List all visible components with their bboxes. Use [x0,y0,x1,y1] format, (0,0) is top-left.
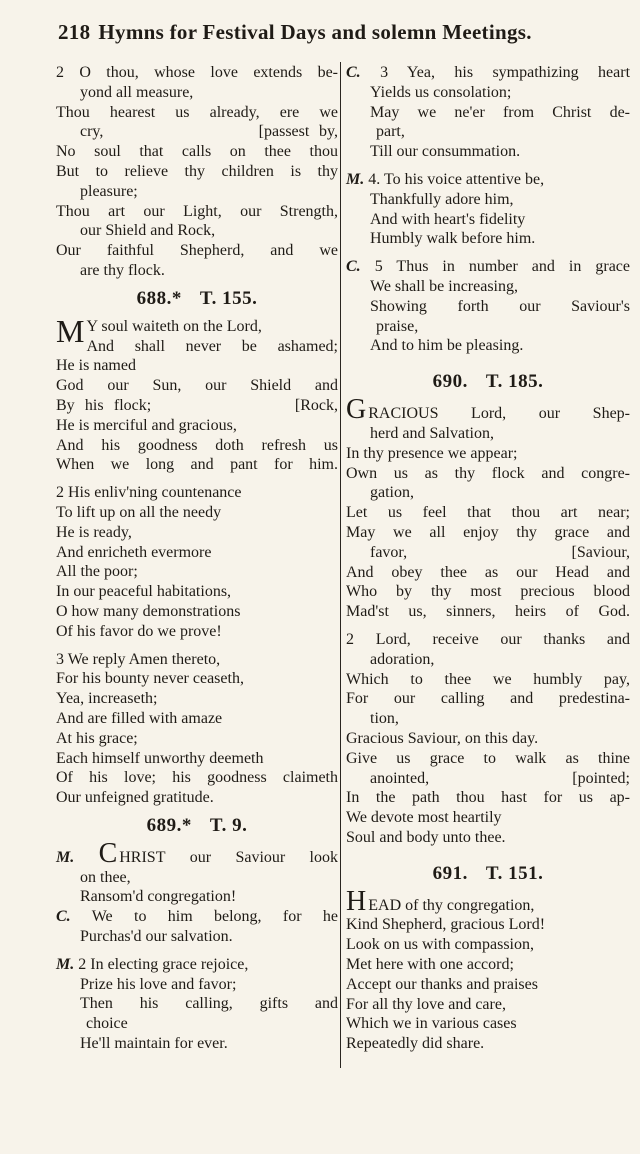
verse-line: And his goodness doth refresh us [56,436,338,454]
verse-text: 5 Thus in number and in grace [374,258,630,276]
verse-line: Then his calling, gifts and [80,995,338,1013]
verse-line: Own us as thy flock and congre- [346,464,630,482]
verse-line: In thy presence we appear; [346,444,518,462]
verse-line: No soul that calls on thee thou [56,143,338,161]
hymn-691-heading [346,862,630,886]
verse-line: All the poor; [56,563,138,581]
hymn-690-verse-2 [346,630,630,848]
left-column [56,63,338,1054]
drop-cap: H [346,885,367,917]
drop-cap: G [346,394,367,426]
verse-line: 2 O thou, whose love extends be- [56,64,338,81]
hymn-number: 689.* [146,814,192,836]
verse-line: praise, [376,317,419,335]
verse-line: To lift up on all the needy [56,503,222,521]
verse-line: And enricheth evermore [56,543,212,561]
tune-number: T. 151. [485,862,544,884]
verse-line [346,257,630,277]
verse-line: And to him be pleasing. [370,337,524,355]
verse-text: Y soul waiteth on the Lord, [86,317,262,335]
verse-line [56,955,338,975]
hymn-688-heading [56,287,338,311]
verse-line: Look on us with compassion, [346,936,534,954]
verse-line: are thy flock. [80,261,165,279]
verse-line: choice [86,1015,128,1033]
verse-line: Prize his love and favor; [80,975,237,993]
verse-line: For all thy love and care, [346,995,506,1013]
column-divider [340,62,341,1068]
hymn-688-verse-2 [56,483,338,641]
verse-line: Showing forth our Saviour's [370,297,630,315]
right-column [346,63,630,1054]
verse-line: on thee, [80,868,131,886]
verse-line: Our faithful Shepherd, and we [56,242,338,260]
verse-line: favor, [Saviour, [370,543,630,561]
verse-text: our Saviour look [165,848,339,866]
verse-line: adoration, [370,650,435,668]
verse-line: Ransom'd congregation! [80,888,237,906]
verse-line: When we long and pant for him. [56,456,338,474]
verse-line: May we ne'er from Christ de- [370,103,630,121]
verse-line: Each himself unworthy deemeth [56,749,264,767]
hymn-691-verse-1 [346,885,630,1054]
verse-line: May we all enjoy thy grace and [346,523,630,541]
voice-marker: C. [346,64,361,81]
verse-text: of thy congregation, [401,896,535,914]
verse-line: He is merciful and gracious, [56,416,237,434]
verse-line: herd and Salvation, [370,424,494,442]
verse-line: Which we in various cases [346,1015,517,1033]
verse-line: Kind Shepherd, gracious Lord! [346,916,546,934]
verse-line: For his bounty never ceaseth, [56,670,244,688]
verse-line [346,170,630,190]
verse-line: Which to thee we humbly pay, [346,670,630,688]
hymn-689-verse-1 [56,837,339,947]
verse-text: 2 In electing grace rejoice, [78,955,249,973]
verse-line: He is named [56,357,136,375]
verse-line: Repeatedly did share. [346,1035,485,1053]
verse-line: And obey thee as our Head and [346,563,630,581]
verse-line-first [56,837,339,869]
hymn-689-verse-4 [346,170,630,249]
hymn-689-verse-2 [56,955,338,1054]
verse-line-first [346,885,630,917]
hymn-687-verse-2 [56,63,338,281]
hymn-number: 691. [432,862,468,884]
verse-line-first [346,394,630,426]
verse-line: yond all measure, [80,83,194,101]
verse-line: In our peaceful habitations, [56,583,232,601]
voice-marker: C. [346,258,361,276]
verse-line: Who by thy most precious blood [346,583,630,601]
verse-line: We shall be increasing, [370,277,518,295]
verse-line: cry, [passest by, [80,123,338,141]
voice-marker: M. [56,955,75,973]
verse-line: By his flock; [Rock, [56,396,338,414]
verse-line: 3 We reply Amen thereto, [56,650,221,668]
hymn-689-verse-3 [346,63,630,162]
verse-line: Thou art our Light, our Strength, [56,202,338,220]
hymn-690-heading [346,370,630,394]
verse-line: Accept our thanks and praises [346,975,538,993]
verse-line: Gracious Saviour, on this day. [346,729,539,747]
verse-line: And with heart's fidelity [370,210,526,228]
verse-line: But to relieve thy children is thy [56,162,338,180]
initial-caps: RACIOUS [368,405,439,423]
running-title: Hymns for Festival Days and solemn Meetings. [98,20,532,44]
voice-marker: M. [56,848,75,866]
verse-line: Thou hearest us already, ere we [56,103,338,121]
voice-marker: M. [346,170,365,188]
verse-line: Thankfully adore him, [370,190,514,208]
initial-caps: EAD [368,896,402,914]
tune-number: T. 185. [485,371,544,393]
verse-line: Till our consummation. [370,143,521,161]
verse-line: gation, [370,484,414,502]
hymn-689-heading [56,814,338,838]
verse-text: We to him belong, for he [91,908,339,926]
verse-line [56,907,338,927]
verse-line: In the path thou hast for us ap- [346,789,630,807]
page-number: 218 [58,20,91,44]
verse-line: Yields us consolation; [370,83,512,101]
verse-line: 2 His enliv'ning countenance [56,484,242,502]
tune-number: T. 155. [199,287,258,309]
verse-line: anointed, [pointed; [370,769,630,787]
verse-line: And shall never be ashamed; [86,337,338,355]
hymn-688-verse-3 [56,650,338,808]
verse-line: Our unfeigned gratitude. [56,789,214,807]
verse-line: our Shield and Rock, [80,222,216,240]
initial-caps: HRIST [119,848,166,866]
hymn-688-verse-1 [56,312,338,475]
verse-line: Let us feel that thou art near; [346,504,630,522]
running-header [58,20,628,45]
tune-number: T. 9. [209,814,248,836]
verse-line: He is ready, [56,523,132,541]
verse-line [346,63,630,83]
verse-line: Met here with one accord; [346,956,514,974]
verse-line: Mad'st us, sinners, heirs of God. [346,603,630,621]
verse-line: pleasure; [80,182,138,200]
verse-line: Yea, increaseth; [56,690,158,708]
verse-line: part, [376,123,405,141]
verse-line: And are filled with amaze [56,709,223,727]
verse-line: tion, [370,710,399,728]
hymn-number: 690. [432,371,468,393]
verse-line: Of his favor do we prove! [56,622,222,640]
verse-line: Humbly walk before him. [370,230,536,248]
hymn-689-verse-5 [346,257,630,356]
verse-line: At his grace; [56,729,138,747]
hymn-690-verse-1 [346,394,630,622]
hymn-number: 688.* [136,287,182,309]
verse-line: Of his love; his goodness claimeth [56,769,338,787]
verse-text: 3 Yea, his sympathizing heart [380,64,631,81]
drop-cap: M [56,312,85,349]
verse-line: Soul and body unto thee. [346,828,506,846]
verse-line: Purchas'd our salvation. [80,928,233,946]
verse-line: O how many demonstrations [56,602,241,620]
verse-line: Give us grace to walk as thine [346,749,630,767]
verse-text: 4. To his voice attentive be, [368,170,545,188]
verse-line: For our calling and predestina- [346,690,630,708]
verse-text: Lord, our Shep- [438,405,630,423]
drop-cap: C [98,837,118,869]
verse-line: We devote most heartily [346,809,502,827]
voice-marker: C. [56,908,71,926]
verse-line: He'll maintain for ever. [80,1035,228,1053]
verse-line: God our Sun, our Shield and [56,377,338,395]
verse-line: 2 Lord, receive our thanks and [346,630,630,648]
